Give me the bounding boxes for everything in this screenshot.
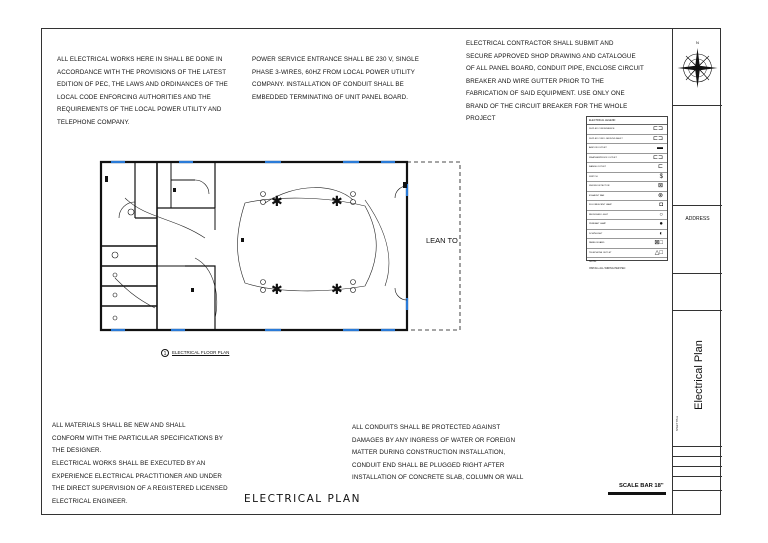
legend-row — [587, 154, 667, 164]
legend-row-label: PENDANT LAMP — [589, 223, 606, 225]
legend-row-label: RANGE OUTLET — [589, 166, 607, 168]
legend-symbol-icon: ⊠□ — [654, 240, 663, 246]
svg-text:✱: ✱ — [271, 282, 283, 298]
legend-row-label: FLUORESCENT LAMP — [589, 204, 612, 206]
legend-row-label: WEATHERPROOF OUTLET — [589, 156, 617, 159]
legend-row-label: PANEL BOARD — [589, 242, 605, 244]
legend-footer-text: INSTALL ALL WIRING PER PEC — [589, 267, 626, 270]
legend-row — [587, 144, 667, 154]
legend-row-label: DOWNLIGHT — [589, 232, 603, 235]
legend-symbol-icon: ◐ — [659, 230, 663, 237]
legend-symbol-icon: ◘ — [659, 202, 663, 208]
title-block-row-3 — [673, 467, 722, 477]
legend-symbol-icon: ▬ — [657, 145, 663, 151]
legend-symbol-icon: ○ — [659, 211, 663, 218]
legend-row — [587, 192, 667, 202]
electrical-legend — [586, 116, 668, 270]
legend-row-label: EXHAUST FAN — [589, 194, 605, 197]
sheet-title — [675, 340, 721, 410]
title-block-blank-1 — [673, 106, 722, 206]
north-label: N — [696, 40, 699, 45]
legend-row — [587, 239, 667, 249]
legend-row — [587, 211, 667, 221]
legend-row-label: SWITCH — [589, 175, 598, 178]
legend-row — [587, 163, 667, 173]
title-block — [672, 28, 721, 515]
note-top-left: ALL ELECTRICAL WORKS HERE IN SHALL BE DONE IN ACCORDANCE WITH THE PROVISIONS OF THE LATEST EDITION OF PEC, THE LAWS AND ORDINANCES OF THE LOCAL CODE ENFORCING AUTHORITIES AND THE REQUIREMENTS OF THE LOCAL POWER UTILITY AND TELEPHONE COMPANY. — [57, 56, 228, 126]
title-block-row-2 — [673, 457, 722, 467]
legend-symbol-icon: ⊏⊐ — [652, 154, 663, 161]
floor-plan-number-text: 1 — [163, 351, 167, 357]
address-cell — [673, 206, 722, 274]
legend-symbol-icon: ⊠ — [657, 183, 663, 189]
legend-footer-note: NOTE: — [589, 260, 597, 263]
note-top-middle: POWER SERVICE ENTRANCE SHALL BE 230 V, SINGLE PHASE 3-WIRES, 60HZ FROM LOCAL POWER UTILITY COMPANY. INSTALLATION OF CONDUIT SHALL BE EMBEDDED TERMINATING OF UNIT PANEL BOARD. — [252, 56, 419, 101]
legend-row-label: AIRCON OUTLET — [589, 147, 607, 149]
legend-row — [587, 220, 667, 230]
legend-row — [587, 230, 667, 240]
legend-title: ELECTRICAL LEGEND — [587, 117, 667, 125]
legend-symbol-icon: △□ — [654, 249, 663, 256]
title-block-row-4 — [673, 477, 722, 491]
floor-plan — [95, 158, 465, 358]
note-bottom-left-2: ELECTRICAL WORKS SHALL BE EXECUTED BY AN EXPERIENCE ELECTRICAL PRACTITIONER AND UNDER THE DIRECT SUPERVISION OF A REGISTERED LICENSED ELECTRICAL ENGINEER. — [52, 460, 228, 505]
legend-row — [587, 182, 667, 192]
address-label: ADDRESS — [685, 216, 710, 222]
legend-row — [587, 135, 667, 145]
floor-plan-caption: ELECTRICAL FLOOR PLAN — [172, 350, 230, 355]
legend-row-label: DUPLEX CONV. GROUND FAULT — [589, 137, 623, 140]
legend-row — [587, 201, 667, 211]
note-bottom-middle: ALL CONDUITS SHALL BE PROTECTED AGAINST DAMAGES BY ANY INGRESS OF WATER OR FOREIGN MATTER DURING CONSTRUCTION INSTALLATION, CONDUIT END SHALL BE PLUGGED RIGHT AFTER INSTALLATION OF CONCRETE SLAB, COLUMN OR WALL — [352, 424, 524, 481]
drawing-title: ELECTRICAL PLAN — [244, 493, 361, 505]
svg-text:✱: ✱ — [331, 194, 343, 210]
note-top-right: ELECTRICAL CONTRACTOR SHALL SUBMIT AND SECURE APPROVED SHOP DRAWING AND CATALOGUE OF ALL PANEL BOARD, CONDUIT PIPE, ENCLOSE CIRCUIT BREAKER AND WIRE GUTTER PRIOR TO THE FABRICATION OF SAID EQUIPMENT. USE ONLY ONE BRAND OF THE CIRCUIT BREAKER FOR THE WHOLE PROJECT — [466, 40, 644, 122]
legend-symbol-icon: ● — [659, 221, 663, 227]
sheet-subtitle: SHEET TITLE — [676, 415, 679, 431]
legend-row-label: TELEPHONE OUTLET — [589, 251, 612, 254]
legend-symbol-icon: ⊏⊐ — [652, 126, 663, 132]
svg-text:✱: ✱ — [271, 194, 283, 210]
legend-row — [587, 249, 667, 259]
legend-row — [587, 173, 667, 183]
legend-row — [587, 125, 667, 135]
legend-row-label: SMOKE DETECTOR — [589, 185, 610, 187]
title-block-blank-2 — [673, 274, 722, 311]
legend-symbol-icon: ⊏⊐ — [652, 135, 663, 142]
title-block-row-1 — [673, 447, 722, 457]
title-block-row-5 — [673, 491, 722, 515]
scale-bar — [608, 492, 666, 495]
legend-symbol-icon: ⊏ — [657, 164, 663, 170]
legend-symbol-icon: ⊗ — [657, 192, 663, 199]
lean-to-label: LEAN TO — [426, 236, 458, 245]
floor-plan-number — [161, 349, 169, 357]
legend-row-label: DUPLEX CONVENIENCE — [589, 128, 615, 130]
sheet-title-cell — [673, 311, 722, 447]
legend-symbol-icon: $ — [659, 173, 663, 180]
sheet-title-text: Electrical Plan — [693, 340, 705, 410]
scale-bar-label: SCALE BAR 18" — [619, 483, 664, 489]
legend-row-label: RECESSED LIGHT — [589, 213, 609, 216]
svg-text:✱: ✱ — [331, 282, 343, 298]
north-arrow-cell — [673, 28, 722, 106]
note-bottom-left-1: ALL MATERIALS SHALL BE NEW AND SHALL CONFORM WITH THE PARTICULAR SPECIFICATIONS BY THE DESIGNER. — [52, 422, 224, 454]
